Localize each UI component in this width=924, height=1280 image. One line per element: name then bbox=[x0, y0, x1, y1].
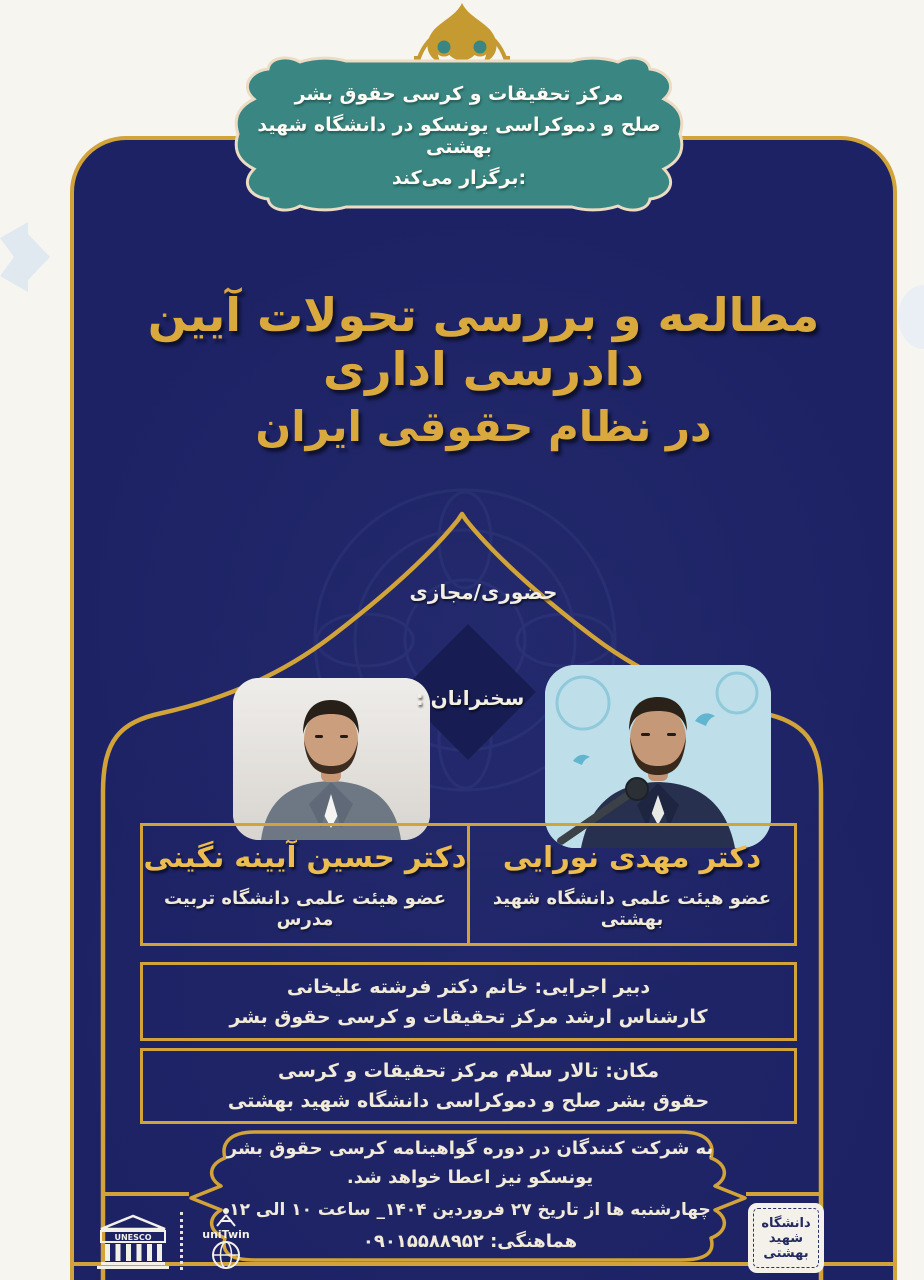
attendance-mode-label: حضوری/مجازی bbox=[409, 580, 558, 604]
university-word-2: شهید bbox=[768, 1230, 804, 1246]
speaker-cell-nouraei bbox=[467, 826, 794, 943]
organizer-line-1: مرکز تحقیقات و کرسی حقوق بشر bbox=[294, 83, 624, 105]
logo-separator bbox=[180, 1212, 183, 1270]
organizer-line-3: برگزار می‌کند: bbox=[391, 167, 527, 189]
unitwin-logo-icon bbox=[194, 1206, 258, 1272]
location-line-2: حقوق بشر صلح و دموکراسی دانشگاه شهید بهشتی bbox=[227, 1090, 710, 1112]
speaker-name: دکتر حسین آیینه نگینی bbox=[143, 839, 467, 874]
margin-chevron-ornament bbox=[0, 222, 52, 296]
unesco-label: UNESCO bbox=[114, 1233, 152, 1242]
margin-blob-ornament bbox=[898, 285, 924, 349]
coordination-line bbox=[200, 1231, 740, 1252]
organizer-text bbox=[228, 53, 690, 217]
unesco-logo-icon bbox=[95, 1214, 171, 1270]
secretary-line-1: دبیر اجرایی: خانم دکتر فرشته علیخانی bbox=[286, 975, 651, 998]
schedule-date-line: چهارشنبه ها از تاریخ ۲۷ فروردین ۱۴۰۴_ ساعت ۱۰ الی ۱۲ bbox=[229, 1200, 711, 1220]
secretary-line-2: کارشناس ارشد مرکز تحقیقات و کرسی حقوق بشر bbox=[229, 1005, 708, 1028]
executive-secretary-box bbox=[140, 962, 797, 1041]
unitwin-label: uniTwin bbox=[202, 1228, 250, 1241]
university-word-1: دانشگاه bbox=[761, 1215, 811, 1231]
speaker-photo-nouraei bbox=[545, 665, 771, 848]
university-logo bbox=[748, 1203, 824, 1273]
speakers-label: سخنرانان : bbox=[415, 686, 525, 710]
location-box bbox=[140, 1048, 797, 1124]
speaker-affiliation: عضو هیئت علمی دانشگاه شهید بهشتی bbox=[492, 887, 772, 930]
frame-connector-right bbox=[746, 1192, 822, 1196]
certificate-note-line-1: به شرکت کنندگان در دوره گواهینامه کرسی حقوق بشر bbox=[226, 1138, 714, 1159]
coordination-phone: ۰۹۰۱۵۵۸۸۹۵۲ bbox=[362, 1231, 484, 1252]
speaker-affiliation: عضو هیئت علمی دانشگاه تربیت مدرس bbox=[164, 887, 446, 930]
speaker-cell-negini bbox=[143, 826, 467, 943]
event-title-line-1: مطالعه و بررسی تحولات آیین دادرسی اداری bbox=[147, 288, 820, 396]
organizer-line-2: صلح و دموکراسی یونسکو در دانشگاه شهید بهشتی bbox=[257, 114, 661, 158]
location-line-1: مکان: تالار سلام مرکز تحقیقات و کرسی bbox=[277, 1060, 660, 1082]
certificate-note-line-2: یونسکو نیز اعطا خواهد شد. bbox=[346, 1167, 594, 1188]
speakers-box bbox=[140, 823, 797, 946]
frame-connector-left bbox=[103, 1192, 189, 1196]
speaker-name: دکتر مهدی نورایی bbox=[502, 839, 762, 874]
organizer-banner bbox=[228, 53, 690, 215]
university-logo-calligraphy bbox=[753, 1208, 819, 1268]
university-word-3: بهشتی bbox=[763, 1245, 809, 1261]
event-title-line-2: در نظام حقوقی ایران bbox=[255, 402, 712, 451]
coordination-label: هماهنگی: bbox=[490, 1231, 578, 1252]
